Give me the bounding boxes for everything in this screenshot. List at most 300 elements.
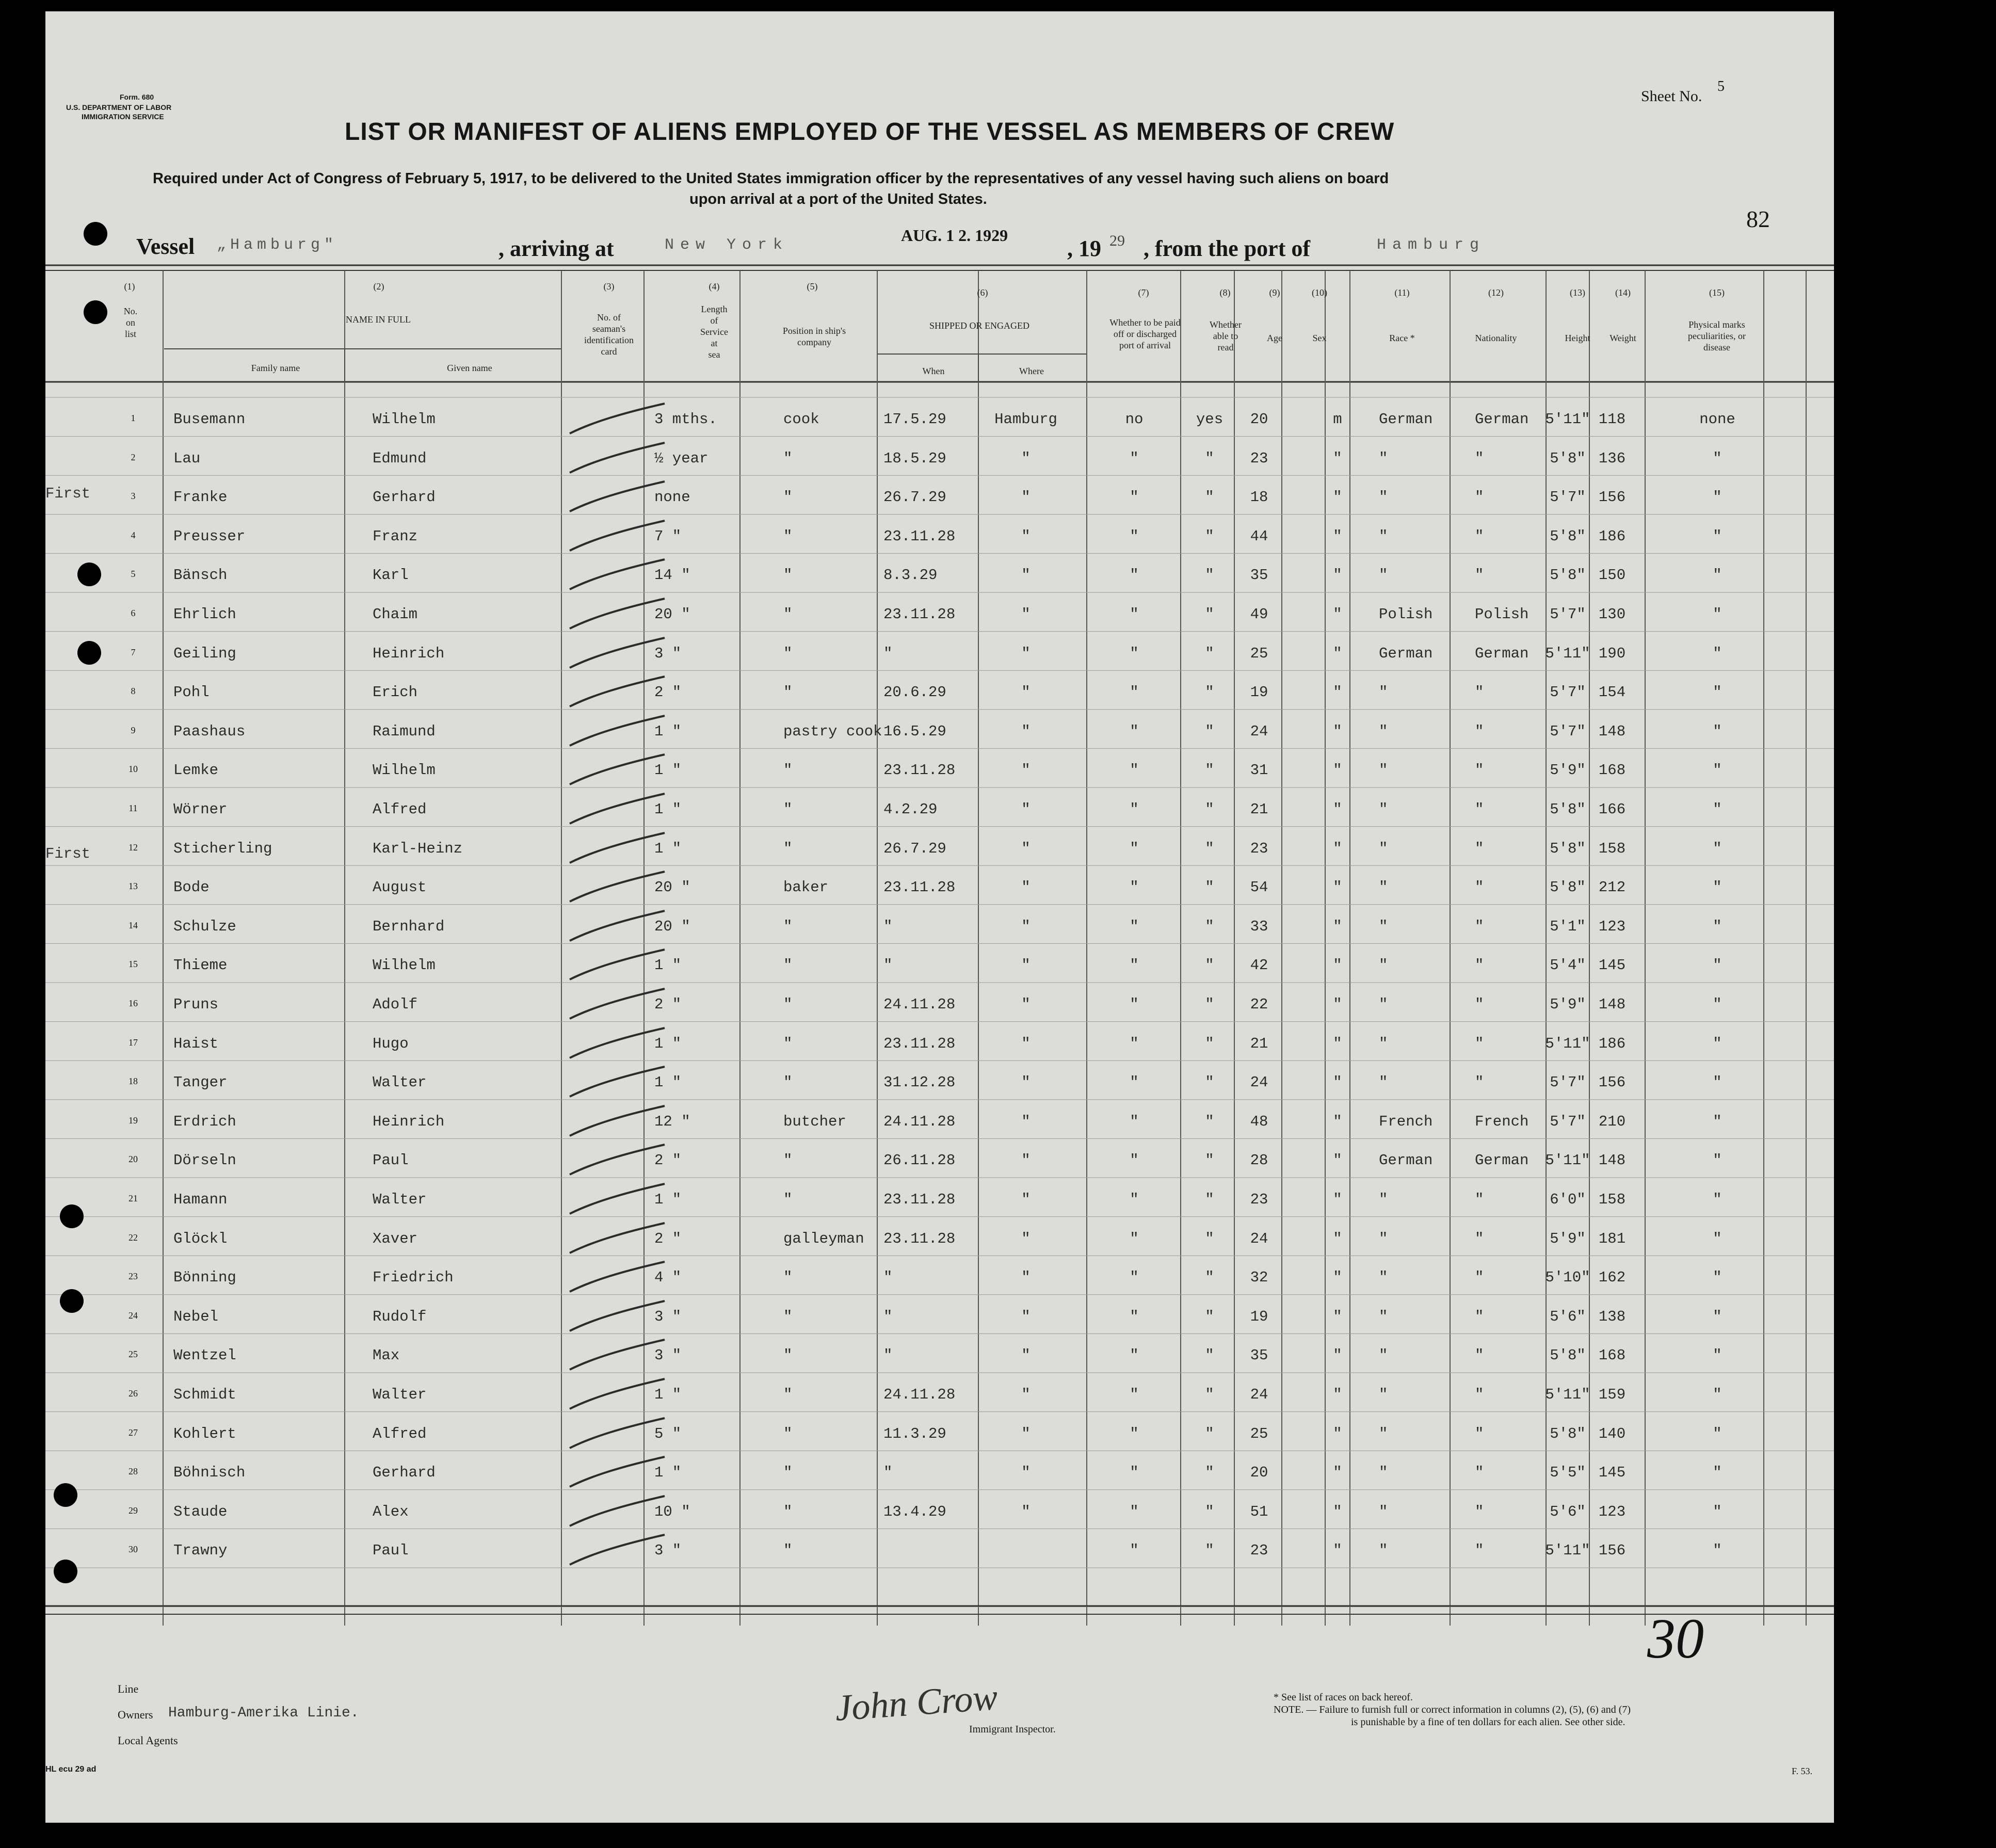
- cell-age: 44: [1250, 527, 1268, 545]
- cell-paid: ": [1130, 1425, 1139, 1442]
- checkmark-icon: [567, 947, 670, 989]
- sheet-no-value: 5: [1717, 78, 1725, 94]
- col14-number: (14): [1615, 287, 1631, 298]
- cell-nationality: ": [1475, 1308, 1484, 1325]
- cell-family: Paashaus: [173, 722, 246, 740]
- cell-position: ": [783, 1269, 793, 1287]
- cell-family: Staude: [173, 1503, 228, 1520]
- cell-height: 5'1": [1550, 918, 1586, 935]
- cell-family: Kohlert: [173, 1425, 236, 1442]
- col5-header: Position in ship's company: [782, 326, 846, 347]
- cell-nationality: French: [1475, 1113, 1529, 1130]
- cell-sex: ": [1333, 1425, 1342, 1442]
- cell-race: ": [1379, 1386, 1388, 1403]
- cell-read: ": [1205, 567, 1214, 584]
- cell-race: ": [1379, 1308, 1388, 1325]
- cell-race: ": [1379, 527, 1388, 545]
- margin-note-row3: First: [45, 485, 91, 502]
- cell-service: 1 ": [654, 1386, 682, 1403]
- checkmark-icon: [567, 636, 670, 677]
- cell-weight: 158: [1598, 1191, 1626, 1208]
- cell-position: ": [783, 801, 793, 818]
- cell-given: August: [373, 879, 427, 896]
- cell-given: Bernhard: [373, 918, 445, 935]
- cell-paid: ": [1130, 1542, 1139, 1560]
- cell-marks: ": [1713, 722, 1722, 740]
- cell-age: 42: [1250, 957, 1268, 974]
- cell-height: 6'0": [1550, 1191, 1586, 1208]
- cell-service: 1 ": [654, 1035, 682, 1052]
- row-number: 22: [128, 1232, 138, 1243]
- cell-height: 5'8": [1550, 567, 1586, 584]
- punch-hole: [60, 1204, 84, 1228]
- year-suffix: 29: [1109, 232, 1125, 249]
- checkmark-icon: [567, 909, 670, 950]
- cell-nationality: ": [1475, 1269, 1484, 1287]
- cell-age: 21: [1250, 1035, 1268, 1052]
- cell-family: Franke: [173, 489, 228, 506]
- date-stamp: AUG. 1 2. 1929: [901, 226, 1008, 245]
- cell-position: ": [783, 1347, 793, 1364]
- cell-age: 31: [1250, 762, 1268, 779]
- checkmark-icon: [567, 987, 670, 1028]
- cell-paid: ": [1130, 1230, 1139, 1247]
- cell-race: ": [1379, 489, 1388, 506]
- cell-paid: ": [1130, 1503, 1139, 1520]
- cell-where: ": [1021, 1425, 1031, 1442]
- cell-given: Paul: [373, 1152, 409, 1169]
- row-number: 4: [131, 529, 136, 540]
- cell-weight: 168: [1598, 1347, 1626, 1364]
- cell-paid: ": [1130, 1152, 1139, 1169]
- cell-sex: ": [1333, 801, 1342, 818]
- cell-position: galleyman: [783, 1230, 864, 1247]
- cell-family: Erdrich: [173, 1113, 236, 1130]
- cell-marks: ": [1713, 1347, 1722, 1364]
- row-number: 6: [131, 608, 136, 618]
- row-number: 3: [131, 491, 136, 502]
- row-number: 1: [131, 413, 136, 423]
- checkmark-icon: [567, 441, 670, 482]
- cell-weight: 158: [1598, 840, 1626, 857]
- total-count: 30: [1647, 1607, 1704, 1670]
- cell-where: Hamburg: [994, 411, 1057, 428]
- form-number: Form. 680: [120, 93, 154, 101]
- cell-family: Bänsch: [173, 567, 228, 584]
- cell-read: ": [1205, 645, 1214, 662]
- fine-note-1: NOTE. — Failure to furnish full or correct information in columns (2), (5), (6) and (7): [1274, 1704, 1631, 1715]
- cell-weight: 156: [1598, 1074, 1626, 1091]
- col4-number: (4): [709, 281, 720, 292]
- cell-given: Karl: [373, 567, 409, 584]
- cell-height: 5'4": [1550, 957, 1586, 974]
- row-number: 14: [128, 920, 138, 930]
- cell-nationality: ": [1475, 801, 1484, 818]
- cell-when: 23.11.28: [883, 527, 956, 545]
- col8-number: (8): [1219, 287, 1231, 298]
- cell-position: ": [783, 996, 793, 1013]
- cell-given: Walter: [373, 1191, 427, 1208]
- cell-family: Ehrlich: [173, 606, 236, 623]
- cell-age: 33: [1250, 918, 1268, 935]
- row-number: 5: [131, 569, 136, 580]
- cell-age: 32: [1250, 1269, 1268, 1287]
- cell-paid: ": [1130, 957, 1139, 974]
- cell-race: ": [1379, 1464, 1388, 1482]
- vessel-name: „Hamburg": [217, 236, 338, 254]
- cell-sex: ": [1333, 1074, 1342, 1091]
- col2-number: (2): [373, 281, 384, 292]
- col11-header: Race *: [1389, 333, 1415, 343]
- cell-paid: ": [1130, 567, 1139, 584]
- cell-sex: ": [1333, 1230, 1342, 1247]
- from-port-label: , from the port of: [1144, 236, 1310, 261]
- cell-nationality: ": [1475, 489, 1484, 506]
- cell-paid: ": [1130, 1113, 1139, 1130]
- checkmark-icon: [567, 1143, 670, 1184]
- cell-nationality: ": [1475, 1542, 1484, 1560]
- form-title: LIST OR MANIFEST OF ALIENS EMPLOYED OF THE VESSEL AS MEMBERS OF CREW: [345, 118, 1395, 146]
- cell-when: 24.11.28: [883, 1386, 956, 1403]
- cell-nationality: ": [1475, 918, 1484, 935]
- arriving-port: New York: [665, 236, 789, 254]
- cell-read: ": [1205, 684, 1214, 701]
- col6b-header: Where: [1019, 366, 1044, 376]
- cell-paid: ": [1130, 606, 1139, 623]
- cell-nationality: German: [1475, 1152, 1529, 1169]
- cell-sex: m: [1333, 411, 1342, 428]
- row-number: 20: [128, 1154, 138, 1165]
- cell-where: ": [1021, 1074, 1031, 1091]
- cell-race: ": [1379, 957, 1388, 974]
- col5-number: (5): [807, 281, 818, 292]
- cell-height: 5'8": [1550, 527, 1586, 545]
- col2b-header: Given name: [447, 363, 492, 373]
- cell-age: 23: [1250, 1191, 1268, 1208]
- cell-nationality: ": [1475, 1386, 1484, 1403]
- cell-height: 5'7": [1550, 606, 1586, 623]
- checkmark-icon: [567, 1494, 670, 1535]
- cell-paid: ": [1130, 762, 1139, 779]
- cell-given: Erich: [373, 684, 418, 701]
- cell-age: 24: [1250, 1386, 1268, 1403]
- row-number: 19: [128, 1115, 138, 1126]
- cell-weight: 150: [1598, 567, 1626, 584]
- cell-weight: 130: [1598, 606, 1626, 623]
- cell-given: Friedrich: [373, 1269, 454, 1287]
- cell-where: ": [1021, 1113, 1031, 1130]
- cell-position: ": [783, 918, 793, 935]
- cell-service: 2 ": [654, 1152, 682, 1169]
- cell-read: ": [1205, 879, 1214, 896]
- row-number: 9: [131, 725, 136, 735]
- cell-marks: ": [1713, 1425, 1722, 1442]
- cell-marks: ": [1713, 957, 1722, 974]
- cell-read: ": [1205, 606, 1214, 623]
- col6-number: (6): [977, 287, 988, 298]
- cell-age: 19: [1250, 1308, 1268, 1325]
- col10-number: (10): [1312, 287, 1327, 298]
- cell-service: 1 ": [654, 1191, 682, 1208]
- cell-marks: ": [1713, 567, 1722, 584]
- cell-given: Walter: [373, 1386, 427, 1403]
- cell-height: 5'11": [1545, 1152, 1590, 1169]
- cell-paid: ": [1130, 489, 1139, 506]
- col15-number: (15): [1709, 287, 1725, 298]
- cell-paid: ": [1130, 801, 1139, 818]
- local-agents-label: Local Agents: [118, 1734, 178, 1747]
- cell-service: 1 ": [654, 722, 682, 740]
- cell-marks: ": [1713, 840, 1722, 857]
- cell-height: 5'9": [1550, 1230, 1586, 1247]
- cell-marks: ": [1713, 1113, 1722, 1130]
- cell-marks: ": [1713, 801, 1722, 818]
- cell-race: ": [1379, 1230, 1388, 1247]
- cell-service: 1 ": [654, 801, 682, 818]
- row-number: 7: [131, 647, 136, 657]
- cell-marks: ": [1713, 1464, 1722, 1482]
- cell-where: ": [1021, 722, 1031, 740]
- cell-when: 23.11.28: [883, 1191, 956, 1208]
- cell-nationality: Polish: [1475, 606, 1529, 623]
- cell-sex: ": [1333, 918, 1342, 935]
- cell-where: ": [1021, 762, 1031, 779]
- cell-read: ": [1205, 1230, 1214, 1247]
- cell-height: 5'8": [1550, 1347, 1586, 1364]
- cell-race: ": [1379, 918, 1388, 935]
- cell-position: ": [783, 1425, 793, 1442]
- cell-nationality: ": [1475, 1425, 1484, 1442]
- cell-given: Heinrich: [373, 1113, 445, 1130]
- col7-header: Whether to be paid off or discharged port of arrival: [1109, 317, 1181, 350]
- cell-read: ": [1205, 1347, 1214, 1364]
- cell-marks: ": [1713, 1191, 1722, 1208]
- cell-when: ": [883, 957, 893, 974]
- cell-where: ": [1021, 996, 1031, 1013]
- checkmark-icon: [567, 401, 670, 443]
- cell-where: ": [1021, 645, 1031, 662]
- cell-age: 48: [1250, 1113, 1268, 1130]
- cell-position: ": [783, 1464, 793, 1482]
- checkmark-icon: [567, 1182, 670, 1223]
- cell-paid: ": [1130, 1386, 1139, 1403]
- cell-sex: ": [1333, 1269, 1342, 1287]
- checkmark-icon: [567, 597, 670, 638]
- cell-race: ": [1379, 1425, 1388, 1442]
- cell-race: ": [1379, 1542, 1388, 1560]
- cell-read: ": [1205, 1152, 1214, 1169]
- cell-read: ": [1205, 1542, 1214, 1560]
- cell-position: ": [783, 1074, 793, 1091]
- cell-when: 16.5.29: [883, 722, 946, 740]
- cell-race: ": [1379, 1074, 1388, 1091]
- cell-when: 11.3.29: [883, 1425, 946, 1442]
- manifest-sheet: [45, 11, 1834, 1823]
- cell-height: 5'8": [1550, 801, 1586, 818]
- cell-height: 5'6": [1550, 1308, 1586, 1325]
- cell-service: none: [654, 489, 690, 506]
- cell-when: ": [883, 1269, 893, 1287]
- cell-read: ": [1205, 1425, 1214, 1442]
- cell-weight: 186: [1598, 527, 1626, 545]
- inspector-signature: John Crow: [833, 1676, 999, 1729]
- cell-weight: 166: [1598, 801, 1626, 818]
- cell-where: ": [1021, 1386, 1031, 1403]
- cell-sex: ": [1333, 684, 1342, 701]
- cell-sex: ": [1333, 1035, 1342, 1052]
- checkmark-icon: [567, 1104, 670, 1145]
- cell-paid: ": [1130, 684, 1139, 701]
- cell-sex: ": [1333, 957, 1342, 974]
- cell-given: Gerhard: [373, 489, 436, 506]
- cell-service: 3 ": [654, 1308, 682, 1325]
- cell-race: ": [1379, 996, 1388, 1013]
- cell-when: 17.5.29: [883, 411, 946, 428]
- cell-weight: 140: [1598, 1425, 1626, 1442]
- checkmark-icon: [567, 1221, 670, 1262]
- col1-number: (1): [124, 281, 135, 292]
- cell-service: 3 ": [654, 1542, 682, 1560]
- cell-given: Edmund: [373, 449, 427, 467]
- cell-marks: ": [1713, 1542, 1722, 1560]
- cell-age: 25: [1250, 645, 1268, 662]
- cell-height: 5'7": [1550, 684, 1586, 701]
- cell-marks: ": [1713, 879, 1722, 896]
- cell-race: German: [1379, 1152, 1433, 1169]
- col2-header: NAME IN FULL: [346, 314, 411, 325]
- cell-read: ": [1205, 996, 1214, 1013]
- cell-read: ": [1205, 1074, 1214, 1091]
- row-number: 27: [128, 1427, 138, 1438]
- cell-race: ": [1379, 1347, 1388, 1364]
- cell-position: ": [783, 1308, 793, 1325]
- cell-age: 24: [1250, 1074, 1268, 1091]
- cell-paid: ": [1130, 1269, 1139, 1287]
- checkmark-icon: [567, 1299, 670, 1340]
- checkmark-icon: [567, 1377, 670, 1418]
- cell-marks: ": [1713, 1503, 1722, 1520]
- cell-where: ": [1021, 567, 1031, 584]
- cell-nationality: ": [1475, 684, 1484, 701]
- cell-where: ": [1021, 489, 1031, 506]
- cell-family: Nebel: [173, 1308, 219, 1325]
- cell-sex: ": [1333, 996, 1342, 1013]
- cell-weight: 145: [1598, 1464, 1626, 1482]
- cell-age: 22: [1250, 996, 1268, 1013]
- cell-nationality: ": [1475, 996, 1484, 1013]
- punch-hole: [77, 641, 101, 665]
- cell-service: 2 ": [654, 1230, 682, 1247]
- cell-read: ": [1205, 762, 1214, 779]
- cell-where: ": [1021, 957, 1031, 974]
- cell-race: German: [1379, 411, 1433, 428]
- checkmark-icon: [567, 479, 670, 521]
- cell-when: 26.7.29: [883, 840, 946, 857]
- cell-height: 5'7": [1550, 722, 1586, 740]
- cell-family: Böhnisch: [173, 1464, 246, 1482]
- cell-when: 8.3.29: [883, 567, 938, 584]
- cell-weight: 162: [1598, 1269, 1626, 1287]
- cell-read: ": [1205, 1191, 1214, 1208]
- cell-position: cook: [783, 411, 819, 428]
- cell-weight: 156: [1598, 1542, 1626, 1560]
- cell-family: Pohl: [173, 684, 210, 701]
- cell-age: 19: [1250, 684, 1268, 701]
- cell-marks: ": [1713, 918, 1722, 935]
- cell-nationality: ": [1475, 449, 1484, 467]
- cell-position: ": [783, 1503, 793, 1520]
- cell-marks: ": [1713, 645, 1722, 662]
- department-label: U.S. DEPARTMENT OF LABOR: [66, 103, 172, 111]
- cell-family: Schmidt: [173, 1386, 236, 1403]
- cell-when: 31.12.28: [883, 1074, 956, 1091]
- cell-height: 5'11": [1545, 411, 1590, 428]
- cell-given: Karl-Heinz: [373, 840, 463, 857]
- cell-sex: ": [1333, 1386, 1342, 1403]
- cell-marks: ": [1713, 527, 1722, 545]
- cell-paid: ": [1130, 645, 1139, 662]
- cell-given: Heinrich: [373, 645, 445, 662]
- cell-when: ": [883, 1464, 893, 1482]
- cell-nationality: ": [1475, 1230, 1484, 1247]
- checkmark-icon: [567, 792, 670, 833]
- cell-where: ": [1021, 1230, 1031, 1247]
- checkmark-icon: [567, 1338, 670, 1379]
- col12-number: (12): [1488, 287, 1504, 298]
- cell-family: Bönning: [173, 1269, 236, 1287]
- cell-sex: ": [1333, 1464, 1342, 1482]
- cell-given: Xaver: [373, 1230, 418, 1247]
- cell-nationality: ": [1475, 840, 1484, 857]
- cell-read: ": [1205, 1386, 1214, 1403]
- punch-hole: [77, 563, 101, 586]
- col4-header: Length of Service at sea: [700, 304, 728, 360]
- cell-where: ": [1021, 684, 1031, 701]
- form-subtitle-1: Required under Act of Congress of February 5, 1917, to be delivered to the United States immigration officer by the representatives of any vessel having such aliens on board: [153, 170, 1389, 187]
- cell-when: 23.11.28: [883, 1035, 956, 1052]
- cell-when: ": [883, 645, 893, 662]
- cell-race: ": [1379, 684, 1388, 701]
- checkmark-icon: [567, 557, 670, 599]
- cell-read: ": [1205, 1269, 1214, 1287]
- inspector-label: Immigrant Inspector.: [969, 1724, 1056, 1735]
- cell-age: 49: [1250, 606, 1268, 623]
- col1-header: No. on list: [123, 306, 138, 339]
- cell-nationality: ": [1475, 722, 1484, 740]
- fine-note-2: is punishable by a fine of ten dollars for each alien. See other side.: [1351, 1716, 1625, 1728]
- cell-position: ": [783, 1542, 793, 1560]
- cell-height: 5'11": [1545, 1386, 1590, 1403]
- cell-family: Lemke: [173, 762, 219, 779]
- cell-sex: ": [1333, 722, 1342, 740]
- cell-height: 5'8": [1550, 879, 1586, 896]
- cell-sex: ": [1333, 645, 1342, 662]
- cell-race: ": [1379, 840, 1388, 857]
- cell-marks: ": [1713, 606, 1722, 623]
- cell-position: ": [783, 645, 793, 662]
- checkmark-icon: [567, 1026, 670, 1067]
- col2a-header: Family name: [251, 363, 300, 373]
- cell-given: Alfred: [373, 801, 427, 818]
- cell-position: ": [783, 840, 793, 857]
- cell-sex: ": [1333, 567, 1342, 584]
- cell-weight: 145: [1598, 957, 1626, 974]
- col3-number: (3): [603, 281, 615, 292]
- cell-service: 1 ": [654, 840, 682, 857]
- owners-label: Owners: [118, 1708, 153, 1721]
- checkmark-icon: [567, 519, 670, 560]
- cell-family: Preusser: [173, 527, 246, 545]
